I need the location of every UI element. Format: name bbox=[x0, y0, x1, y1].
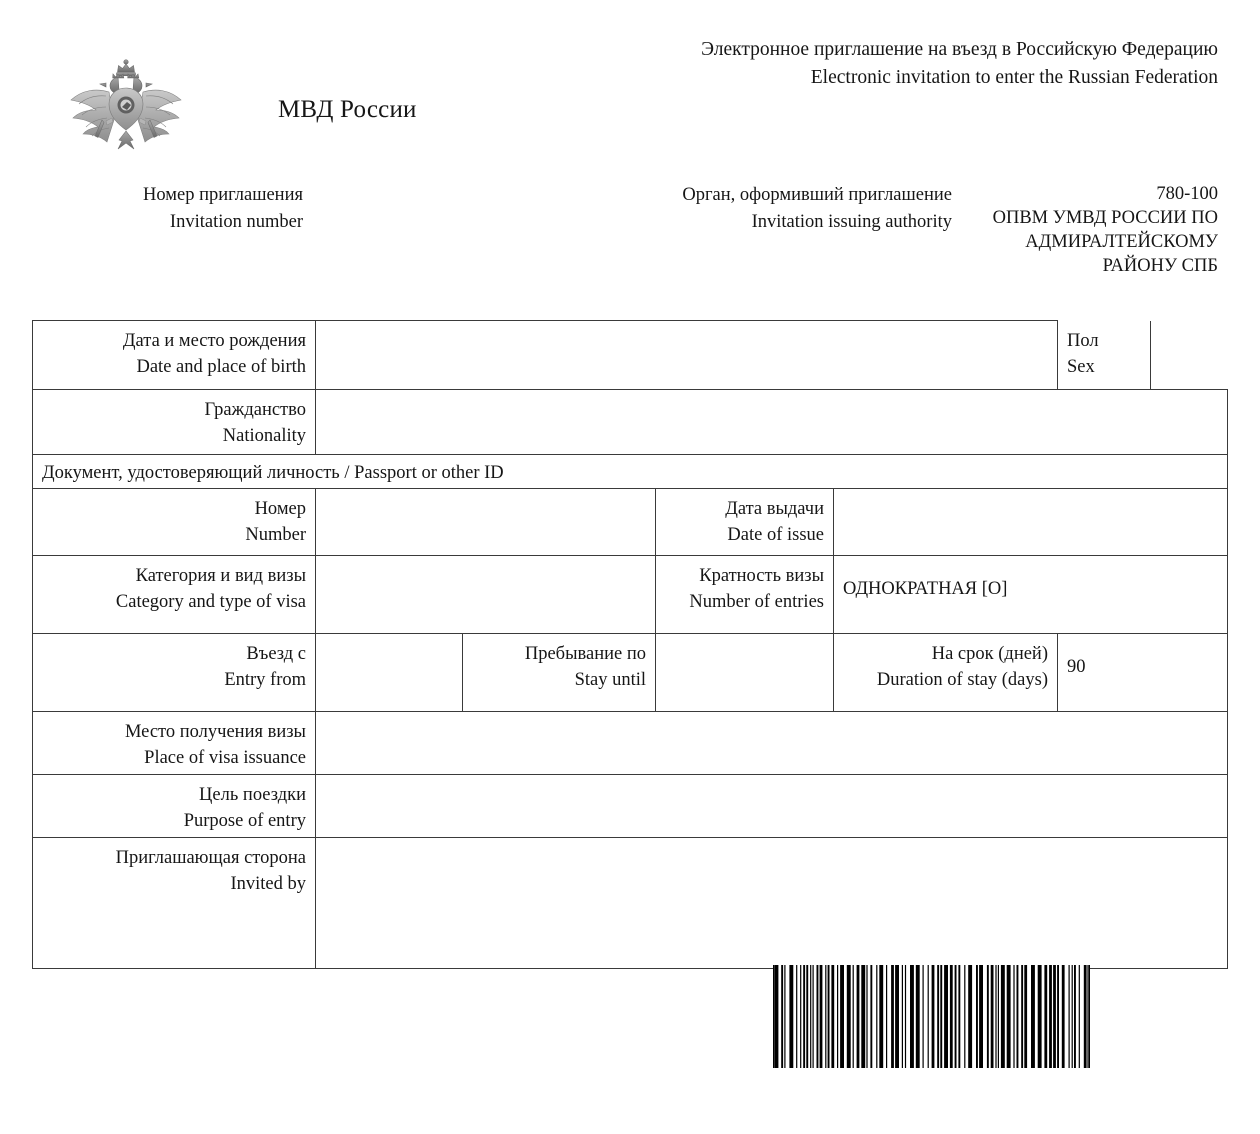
purpose-label-cell bbox=[33, 775, 316, 838]
stay-until-label-en: Stay until bbox=[574, 670, 646, 691]
issuing-authority-name: ОПВМ УМВД РОССИИ ПО АДМИРАЛТЕЙСКОМУ РАЙОНУ СПБ bbox=[992, 208, 1218, 277]
sex-label-ru: Пол bbox=[1067, 330, 1099, 351]
table-row-document-number bbox=[33, 489, 1228, 556]
issuing-authority-label bbox=[360, 182, 952, 235]
invitation-number-label-en: Invitation number bbox=[169, 211, 303, 232]
issuing-authority-code: 780-100 bbox=[1156, 184, 1218, 204]
entry-from-label-cell bbox=[33, 634, 316, 712]
birth-value bbox=[316, 321, 1057, 389]
table-row-visa-category bbox=[33, 556, 1228, 634]
visa-place-label-ru: Место получения визы bbox=[124, 722, 306, 742]
docnumber-value bbox=[316, 489, 655, 555]
visa-category-label-cell bbox=[33, 556, 316, 634]
docnumber-value-cell bbox=[316, 489, 656, 556]
document-title-ru: Электронное приглашение на въезд в Российскую Федерацию bbox=[701, 39, 1218, 60]
entry-from-label-ru: Въезд с bbox=[246, 644, 306, 664]
visa-place-label-en: Place of visa issuance bbox=[144, 748, 306, 769]
table-row-entry-stay bbox=[33, 634, 1228, 712]
duration-label-cell bbox=[834, 634, 1058, 712]
sex-value-cell bbox=[1150, 321, 1228, 389]
visa-category-value bbox=[316, 556, 655, 620]
issue-date-value-cell bbox=[834, 489, 1228, 556]
entries-label-cell bbox=[656, 556, 834, 634]
nationality-value bbox=[316, 390, 1227, 454]
issuing-authority-value bbox=[960, 182, 1218, 278]
issue-date-label-cell bbox=[656, 489, 834, 556]
code128-barcode bbox=[773, 965, 1090, 1068]
visa-place-value bbox=[316, 712, 1227, 774]
visa-category-value-cell bbox=[316, 556, 656, 634]
table-row-birth bbox=[33, 321, 1228, 390]
sex-value bbox=[1151, 321, 1229, 389]
table-row-passport-section bbox=[33, 455, 1228, 489]
nationality-label-ru: Гражданство bbox=[204, 400, 306, 420]
document-meta bbox=[0, 180, 1260, 305]
birth-label-ru: Дата и место рождения bbox=[122, 331, 306, 351]
entries-label-en: Number of entries bbox=[689, 592, 824, 613]
entries-label-ru: Кратность визы bbox=[699, 566, 824, 586]
entry-from-value-cell bbox=[316, 634, 463, 712]
stay-until-value bbox=[656, 634, 833, 698]
stay-until-label-cell bbox=[463, 634, 656, 712]
table-row-invited-by bbox=[33, 838, 1228, 969]
invited-by-label-cell bbox=[33, 838, 316, 969]
nationality-label-cell bbox=[33, 390, 316, 455]
nationality-label-en: Nationality bbox=[222, 426, 306, 447]
visa-place-value-cell bbox=[316, 712, 1228, 775]
document-title bbox=[701, 36, 1218, 91]
sex-label-en: Sex bbox=[1067, 356, 1095, 377]
birth-value-cell bbox=[316, 321, 1058, 390]
table-row-nationality bbox=[33, 390, 1228, 455]
agency-name: МВД России bbox=[278, 96, 417, 123]
issue-date-value bbox=[834, 489, 1227, 555]
issuing-authority-label-ru: Орган, оформивший приглашение bbox=[682, 185, 952, 205]
issuing-authority-label-en: Invitation issuing authority bbox=[751, 211, 952, 232]
entries-value-cell bbox=[834, 556, 1228, 634]
visa-category-label-ru: Категория и вид визы bbox=[135, 566, 306, 586]
stay-until-value-cell bbox=[656, 634, 834, 712]
invited-by-label-ru: Приглашающая сторона bbox=[115, 848, 306, 868]
issue-date-label-ru: Дата выдачи bbox=[725, 499, 824, 519]
purpose-value bbox=[316, 775, 1227, 837]
entries-value: ОДНОКРАТНАЯ [О] bbox=[843, 579, 1008, 599]
birth-label-en: Date and place of birth bbox=[136, 357, 306, 378]
document-title-en: Electronic invitation to enter the Russian Federation bbox=[810, 66, 1218, 88]
nationality-value-cell bbox=[316, 390, 1228, 455]
purpose-label-en: Purpose of entry bbox=[183, 811, 306, 832]
stay-until-label-ru: Пребывание по bbox=[524, 644, 646, 664]
docnumber-label-ru: Номер bbox=[254, 499, 306, 519]
entry-from-label-en: Entry from bbox=[224, 670, 306, 691]
entry-from-value bbox=[316, 634, 462, 698]
duration-value-cell bbox=[1058, 634, 1228, 712]
sex-group-cell bbox=[1058, 321, 1228, 390]
invitation-number-label bbox=[0, 182, 303, 235]
duration-label-en: Duration of stay (days) bbox=[876, 670, 1048, 691]
invited-by-label-en: Invited by bbox=[230, 874, 306, 895]
duration-label-ru: На срок (дней) bbox=[931, 644, 1048, 664]
passport-section-cell bbox=[33, 455, 1228, 489]
purpose-label-ru: Цель поездки bbox=[199, 785, 306, 805]
birth-label-cell bbox=[33, 321, 316, 390]
invitation-number-label-ru: Номер приглашения bbox=[143, 185, 303, 205]
russian-mvd-double-headed-eagle-emblem bbox=[62, 58, 190, 158]
table-row-purpose bbox=[33, 775, 1228, 838]
invited-by-value bbox=[316, 838, 1227, 968]
document-header bbox=[0, 0, 1260, 175]
sex-label-cell bbox=[1058, 321, 1150, 389]
visa-category-label-en: Category and type of visa bbox=[115, 592, 306, 613]
visa-place-label-cell bbox=[33, 712, 316, 775]
table-row-visa-place bbox=[33, 712, 1228, 775]
issue-date-label-en: Date of issue bbox=[727, 525, 824, 546]
docnumber-label-cell bbox=[33, 489, 316, 556]
purpose-value-cell bbox=[316, 775, 1228, 838]
docnumber-label-en: Number bbox=[245, 525, 306, 546]
duration-value: 90 bbox=[1067, 657, 1086, 677]
invitation-details-table bbox=[32, 320, 1228, 969]
passport-section-label: Документ, удостоверяющий личность / Passport or other ID bbox=[42, 463, 504, 483]
invited-by-value-cell bbox=[316, 838, 1228, 969]
